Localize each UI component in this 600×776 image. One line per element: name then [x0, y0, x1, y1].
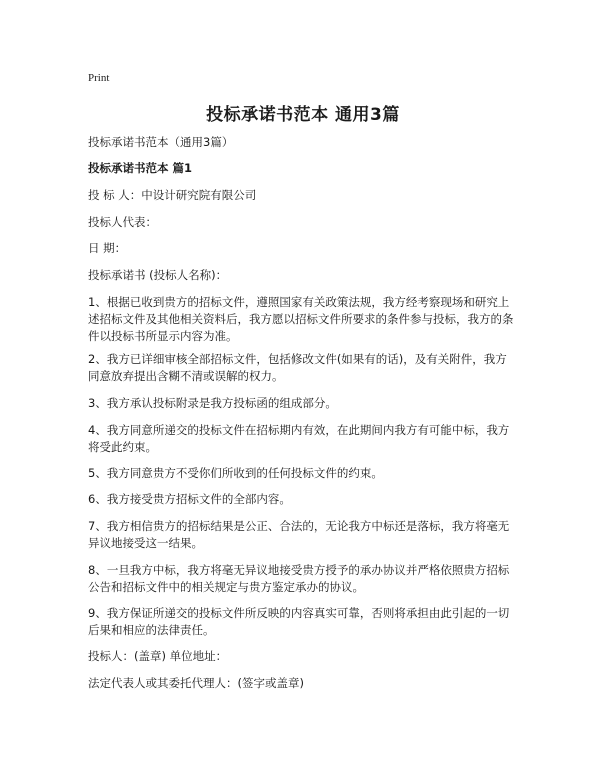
clause-9: 9、我方保证所递交的投标文件所反映的内容真实可靠，否则将承担由此引起的一切后果和相应的法律责任。 [88, 606, 510, 637]
legal-representative-line: 法定代表人或其委托代理人：(签字或盖章) [88, 676, 304, 690]
date-line: 日 期： [88, 241, 127, 255]
clause-6: 6、我方接受贵方招标文件的全部内容。 [88, 492, 291, 506]
print-label: Print [88, 72, 110, 84]
clause-7: 7、我方相信贵方的招标结果是公正、合法的，无论我方中标还是落标，我方将毫无异议地接受这一结果。 [88, 519, 510, 550]
section-heading: 投标承诺书范本 篇1 [88, 161, 193, 175]
page-title: 投标承诺书范本 通用3篇 [206, 105, 400, 125]
clause-1: 1、根据已收到贵方的招标文件，遵照国家有关政策法规，我方经考察现场和研究上述招标文件及其他相关资料后，我方愿以招标文件所要求的条件参与投标，我方的条件以投标书所显示内容为准。 [88, 295, 514, 343]
clause-4: 4、我方同意所递交的投标文件在招标期内有效，在此期间内我方有可能中标，我方将受此约束。 [88, 423, 510, 454]
clause-2: 2、我方已详细审核全部招标文件，包括修改文件(如果有的话)，及有关附件，我方同意放弃提出含糊不清或误解的权力。 [88, 352, 507, 383]
bidder-seal-line: 投标人：(盖章) 单位地址： [88, 649, 228, 663]
clause-3: 3、我方承认投标附录是我方投标函的组成部分。 [88, 396, 337, 410]
bidder-representative-line: 投标人代表： [88, 215, 157, 229]
document-subtitle: 投标承诺书范本（通用3篇） [88, 135, 234, 149]
commitment-heading: 投标承诺书 (投标人名称)： [88, 268, 228, 282]
clause-8: 8、一旦我方中标，我方将毫无异议地接受贵方授予的承办协议并严格依照贵方招标公告和招标文件中的相关规定与贵方鉴定承办的协议。 [88, 563, 510, 594]
bidder-line: 投 标 人：中设计研究院有限公司 [88, 188, 257, 202]
clause-5: 5、我方同意贵方不受你们所收到的任何投标文件的约束。 [88, 466, 383, 480]
